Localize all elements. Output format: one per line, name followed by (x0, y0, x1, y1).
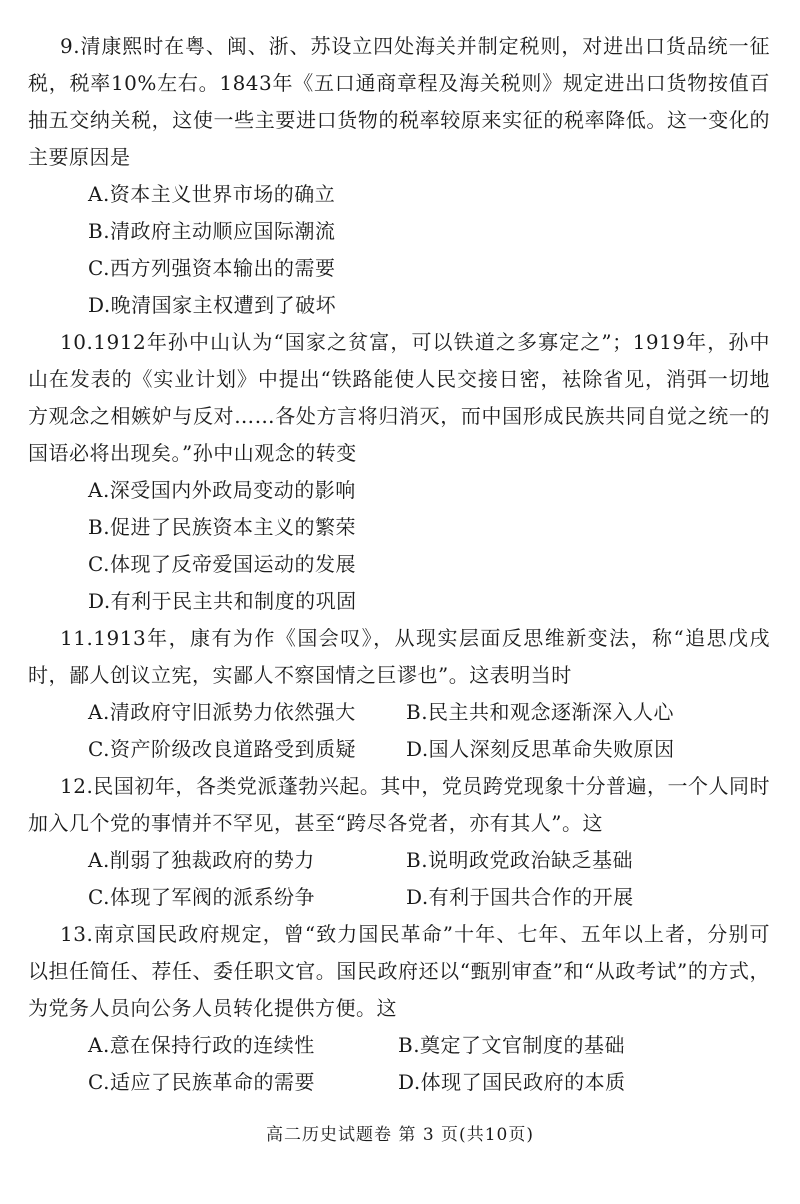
question-stem: 11.1913年，康有为作《国会叹》，从现实层面反思维新变法，称“追思戊戌时，鄙人创议立宪，实鄙人不察国情之巨谬也”。这表明当时 (28, 626, 770, 687)
question-9 (0, 0, 800, 324)
option-b: B.清政府主动顺应国际潮流 (88, 219, 336, 243)
option-d: D.有利于国共合作的开展 (406, 885, 634, 909)
question-12 (0, 768, 800, 916)
option-b: B.奠定了文官制度的基础 (398, 1033, 626, 1057)
question-10 (0, 324, 800, 620)
option-d: D.有利于民主共和制度的巩固 (88, 589, 357, 613)
option-b: B.说明政党政治缺乏基础 (406, 848, 634, 872)
question-13 (0, 916, 800, 1101)
option-d: D.体现了国民政府的本质 (398, 1070, 626, 1094)
option-b: B.促进了民族资本主义的繁荣 (88, 515, 357, 539)
answer-options (0, 694, 800, 768)
option-c: C.资产阶级改良道路受到质疑 (88, 737, 356, 761)
option-c: C.适应了民族革命的需要 (88, 1070, 315, 1094)
option-a: A.资本主义世界市场的确立 (88, 182, 336, 206)
answer-options (0, 176, 800, 324)
page-footer: 高二历史试题卷 第 3 页(共10页) (266, 1125, 534, 1145)
question-stem: 9.清康熙时在粤、闽、浙、苏设立四处海关并制定税则，对进出口货品统一征税，税率10%左右。1843年《五口通商章程及海关税则》规定进出口货物按值百抽五交纳关税，这使一些主要进口货物的税率较原来实征的税率降低。这一变化的主要原因是 (28, 34, 770, 169)
answer-options (0, 1027, 800, 1101)
option-c: C.体现了军阀的派系纷争 (88, 885, 315, 909)
question-11 (0, 620, 800, 768)
question-stem: 10.1912年孙中山认为“国家之贫富，可以铁道之多寡定之”；1919年，孙中山在发表的《实业计划》中提出“铁路能使人民交接日密，袪除省见，消弭一切地方观念之相嫉妒与反对……各处方言将归消灭，而中国形成民族共同自觉之统一的国语必将出现矣。”孙中山观念的转变 (28, 330, 770, 465)
option-c: C.体现了反帝爱国运动的发展 (88, 552, 356, 576)
option-a: A.削弱了独裁政府的势力 (88, 848, 315, 872)
option-c: C.西方列强资本输出的需要 (88, 256, 336, 280)
answer-options (0, 842, 800, 916)
question-stem: 13.南京国民政府规定，曾“致力国民革命”十年、七年、五年以上者，分别可以担任简任、荐任、委任职文官。国民政府还以“甄别审查”和“从政考试”的方式，为党务人员向公务人员转化提供方便。这 (28, 922, 770, 1020)
option-b: B.民主共和观念逐渐深入人心 (406, 700, 675, 724)
option-d: D.国人深刻反思革命失败原因 (406, 737, 675, 761)
answer-options (0, 472, 800, 620)
option-d: D.晚清国家主权遭到了破坏 (88, 293, 337, 317)
option-a: A.清政府守旧派势力依然强大 (88, 700, 356, 724)
option-a: A.深受国内外政局变动的影响 (88, 478, 356, 502)
option-a: A.意在保持行政的连续性 (88, 1033, 315, 1057)
question-stem: 12.民国初年，各类党派蓬勃兴起。其中，党员跨党现象十分普遍，一个人同时加入几个党的事情并不罕见，甚至“跨尽各党者，亦有其人”。这 (28, 774, 770, 835)
